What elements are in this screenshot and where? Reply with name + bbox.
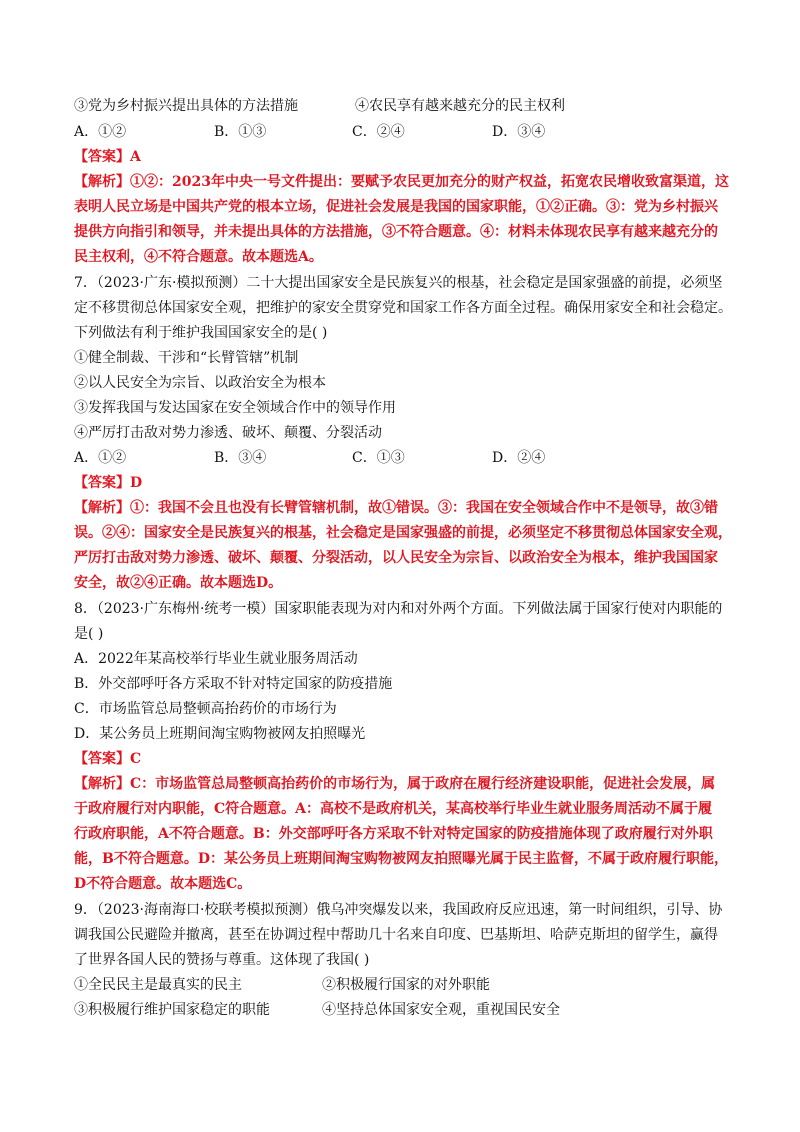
option-d: D．②④ [492, 450, 546, 466]
analysis-line: 提供方向指引和领导，并未提出具体的方法措施，③不符合题意。④：材料未体现农民享有越来越充分的 [74, 224, 718, 240]
analysis-line: 能，B不符合题意。D：某公务员上班期间淘宝购物被网友拍照曝光属于民主监督，不属于政府履行职能， [74, 851, 728, 867]
question-9-stem: 调我国公民避险并撤离，甚至在协调过程中帮助几十名来自印度、巴基斯坦、哈萨克斯坦的留学生，赢得 [74, 927, 718, 943]
answer-label: 【答案】C [74, 751, 142, 767]
option-a: A．①② [74, 124, 127, 140]
question-7-item: ④严厉打击敌对势力渗透、破坏、颠覆、分裂活动 [74, 425, 382, 441]
statement-4: ④农民享有越来越充分的民主权利 [355, 98, 565, 114]
statement-1: ①全民民主是最真实的民主 [74, 977, 242, 993]
option-c: C．①③ [352, 450, 405, 466]
option-a: A．①② [74, 450, 127, 466]
question-8-stem: 是( ) [74, 626, 104, 642]
analysis-line: 安全，故②④正确。故本题选D。 [74, 575, 283, 591]
question-9-stem: 了世界各国人民的赞扬与尊重。这体现了我国( ) [74, 952, 370, 968]
question-9-stem: 9．（2023·海南海口·校联考模拟预测）俄乌冲突爆发以来，我国政府反应迅速，第一时间组织，引导、协 [74, 902, 723, 918]
option-d: D．某公务员上班期间淘宝购物被网友拍照曝光 [74, 726, 366, 742]
statement-3: ③积极履行维护国家稳定的职能 [74, 1002, 270, 1018]
analysis-line: 【解析】①：我国不会且也没有长臂管辖机制，故①错误。③：我国在安全领域合作中不是领导，故③错 [74, 500, 718, 516]
option-b: B．①③ [214, 124, 267, 140]
question-7-item: ①健全制裁、干涉和“长臂管辖”机制 [74, 350, 299, 366]
analysis-line: 误。②④：国家安全是民族复兴的根基，社会稳定是国家强盛的前提，必须坚定不移贯彻总体国家安全观， [74, 525, 732, 541]
analysis-line: 表明人民立场是中国共产党的根本立场，促进社会发展是我国的国家职能，①②正确。③：党为乡村振兴 [74, 199, 718, 215]
statement-3: ③党为乡村振兴提出具体的方法措施 [74, 98, 298, 114]
option-b: B．③④ [214, 450, 267, 466]
answer-label: 【答案】A [74, 149, 141, 165]
analysis-line: 于政府履行对内职能，C符合题意。A：高校不是政府机关，某高校举行毕业生就业服务周活动不属于履 [74, 801, 713, 817]
question-8-stem: 8．（2023·广东梅州·统考一模）国家职能表现为对内和对外两个方面。下列做法属于国家行使对内职能的 [74, 601, 723, 617]
answer-label: 【答案】D [74, 475, 143, 491]
analysis-line: D不符合题意。故本题选C。 [74, 876, 252, 892]
option-c: C．市场监管总局整顿高抬药价的市场行为 [74, 701, 337, 717]
analysis-line: 严厉打击敌对势力渗透、破坏、颠覆、分裂活动，以人民安全为宗旨、以政治安全为根本，维护我国国家 [74, 550, 718, 566]
question-7-item: ③发挥我国与发达国家在安全领域合作中的领导作用 [74, 400, 396, 416]
statement-4: ④坚持总体国家安全观，重视国民安全 [322, 1002, 560, 1018]
option-a: A．2022年某高校举行毕业生就业服务周活动 [74, 651, 358, 667]
question-7-stem: 7．（2023·广东·模拟预测）二十大提出国家安全是民族复兴的根基，社会稳定是国家强盛的前提，必须坚 [74, 275, 723, 291]
analysis-line: 行政府职能，A不符合题意。B：外交部呼吁各方采取不针对特定国家的防疫措施体现了政府履行对外职 [74, 826, 713, 842]
analysis-line: 【解析】①②：2023年中央一号文件提出：要赋予农民更加充分的财产权益，拓宽农民增收致富渠道，这 [74, 174, 729, 190]
question-7-stem: 定不移贯彻总体国家安全观，把维护的家安全贯穿党和国家工作各方面全过程。确保用家安全和社会稳定。 [74, 300, 732, 316]
analysis-line: 民主权利，④不符合题意。故本题选A。 [74, 249, 323, 265]
option-d: D．③④ [492, 124, 546, 140]
option-b: B．外交部呼吁各方采取不针对特定国家的防疫措施 [74, 676, 393, 692]
question-7-item: ②以人民安全为宗旨、以政治安全为根本 [74, 375, 326, 391]
option-c: C．②④ [352, 124, 405, 140]
statement-2: ②积极履行国家的对外职能 [322, 977, 490, 993]
analysis-line: 【解析】C：市场监管总局整顿高抬药价的市场行为，属于政府在履行经济建设职能，促进社会发展，属 [74, 776, 716, 792]
question-7-stem: 下列做法有利于维护我国国家安全的是( ) [74, 325, 328, 341]
